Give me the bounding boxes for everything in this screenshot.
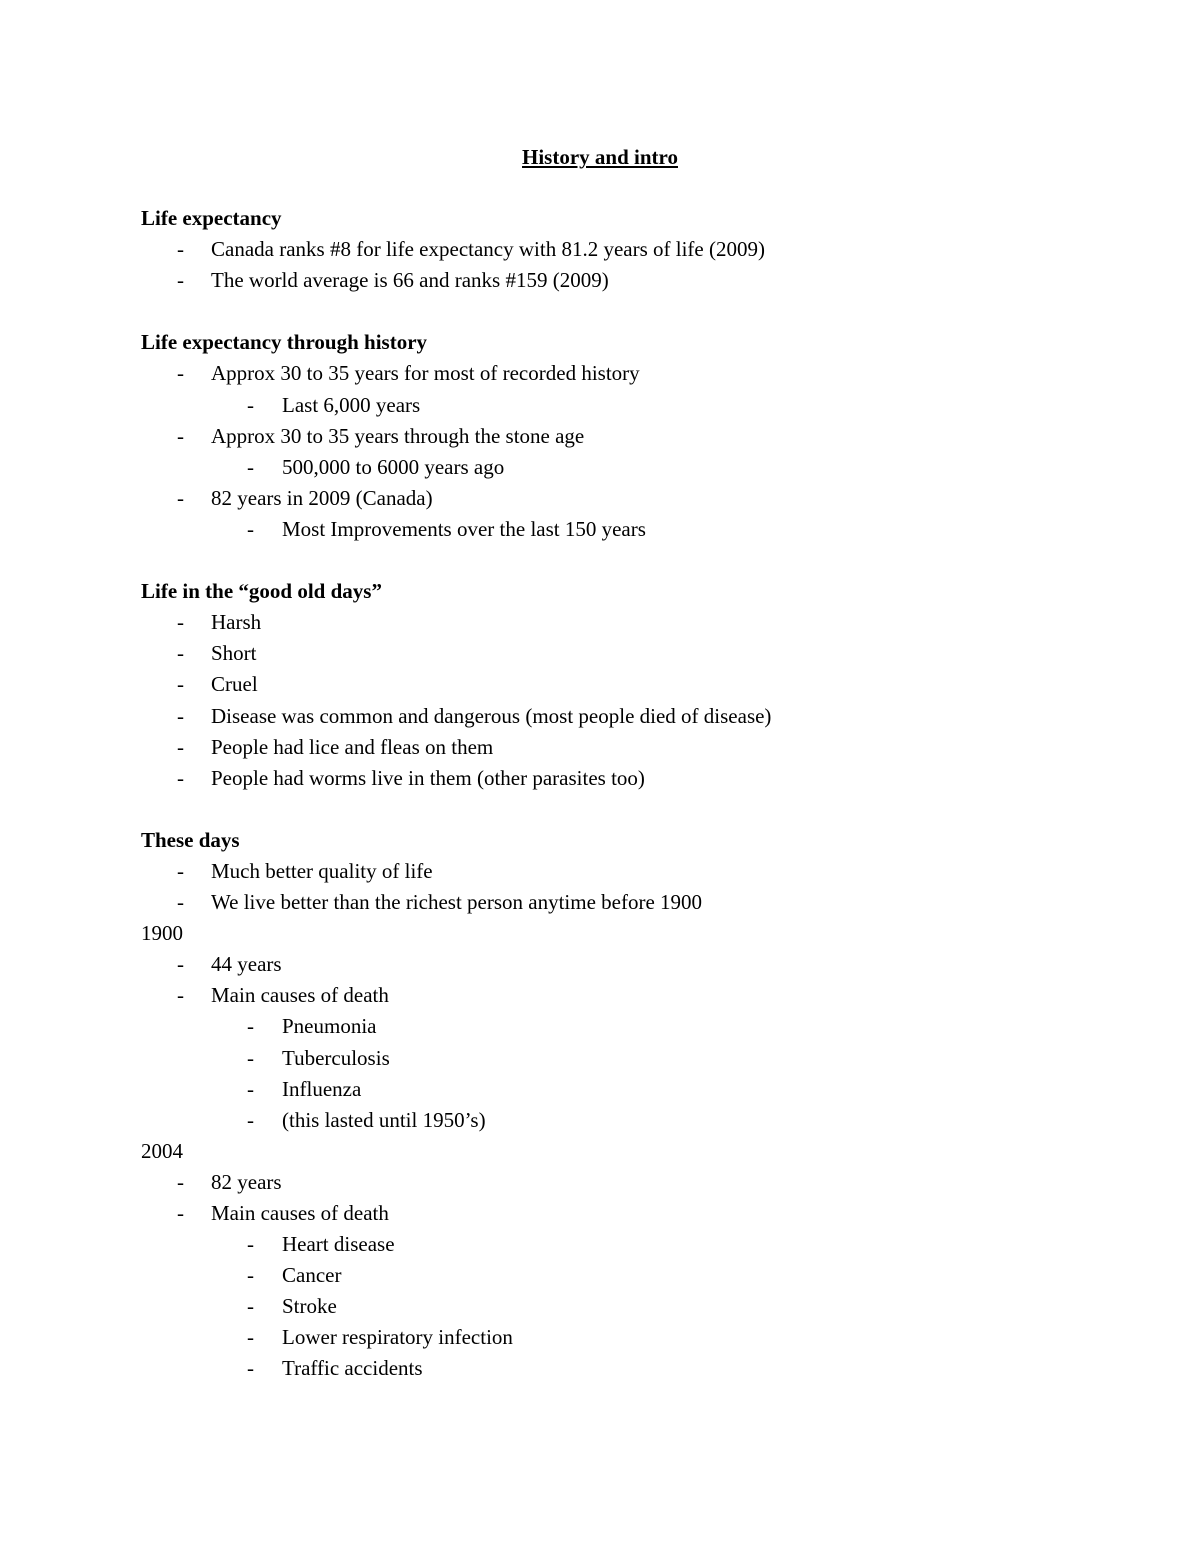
list-item-text: The world average is 66 and ranks #159 (2009)	[211, 268, 609, 293]
sub-list-item-text: Influenza	[282, 1076, 362, 1101]
bullet-dash: -	[177, 765, 184, 790]
bullet-dash: -	[247, 516, 254, 541]
sub-list-item-text: Lower respiratory infection	[282, 1325, 513, 1350]
list-item	[141, 763, 1141, 794]
bullet-dash: -	[247, 1076, 254, 1101]
list-item-text: Main causes of death	[211, 1201, 389, 1225]
list-item-text: People had worms live in them (other parasites too)	[211, 765, 645, 790]
bullet-dash: -	[247, 1294, 254, 1319]
list-item	[141, 701, 1141, 732]
sub-list-item	[141, 1229, 1141, 1260]
year-label-1900: 1900	[141, 921, 183, 946]
bullet-dash: -	[177, 1169, 184, 1194]
section-heading-through-history: Life expectancy through history	[141, 330, 428, 355]
sub-list-item	[141, 390, 1141, 421]
section-heading-good-old-days: Life in the “good old days”	[141, 579, 382, 604]
bullet-dash: -	[177, 734, 184, 759]
list-item-text: 82 years	[211, 1169, 282, 1194]
sub-list-item-text: (this lasted until 1950’s)	[282, 1107, 486, 1132]
sub-list-item	[141, 1353, 1141, 1384]
section-heading-these-days: These days	[141, 827, 240, 852]
list-item	[141, 887, 1141, 918]
list-item	[141, 856, 1141, 887]
bullet-dash: -	[177, 703, 184, 728]
list-item	[141, 1167, 1141, 1198]
document-body	[141, 203, 1141, 1385]
bullet-dash: -	[177, 237, 184, 262]
list-item-text: Approx 30 to 35 years through the stone age	[211, 423, 585, 448]
list-item-text: 82 years in 2009 (Canada)	[211, 485, 433, 510]
list-item-text: People had lice and fleas on them	[211, 734, 494, 759]
bullet-dash: -	[177, 858, 184, 883]
bullet-dash: -	[177, 983, 184, 1008]
sub-list-item-text: Tuberculosis	[282, 1045, 390, 1070]
sub-list-item-text: Traffic accidents	[282, 1356, 423, 1381]
bullet-dash: -	[247, 1263, 254, 1288]
bullet-dash: -	[177, 641, 184, 666]
bullet-dash: -	[177, 890, 184, 915]
bullet-dash: -	[247, 1325, 254, 1350]
sub-list-item	[141, 1105, 1141, 1136]
list-item	[141, 1198, 1141, 1229]
bullet-dash: -	[247, 1356, 254, 1381]
bullet-dash: -	[247, 454, 254, 479]
list-item	[141, 949, 1141, 980]
list-item	[141, 980, 1141, 1011]
spacer	[141, 794, 1141, 825]
document-title: History and intro	[522, 145, 678, 169]
list-item-text: 44 years	[211, 952, 282, 977]
list-item	[141, 732, 1141, 763]
sub-list-item	[141, 1043, 1141, 1074]
list-item-text: We live better than the richest person anytime before 1900	[211, 890, 703, 915]
sub-list-item-text: 500,000 to 6000 years ago	[282, 454, 505, 479]
sub-list-item-text: Cancer	[282, 1263, 342, 1288]
bullet-dash: -	[177, 1201, 184, 1225]
list-item-text: Short	[211, 641, 257, 666]
list-item	[141, 234, 1141, 265]
bullet-dash: -	[177, 361, 184, 386]
section-heading-life-expectancy: Life expectancy	[141, 206, 282, 230]
sub-list-item-text: Most Improvements over the last 150 years	[282, 516, 646, 541]
bullet-dash: -	[177, 672, 184, 697]
sub-list-item	[141, 514, 1141, 545]
sub-list-item-text: Heart disease	[282, 1232, 395, 1257]
year-label-2004: 2004	[141, 1138, 183, 1163]
list-item-text: Cruel	[211, 672, 258, 697]
list-item	[141, 638, 1141, 669]
sub-list-item	[141, 1074, 1141, 1105]
spacer	[141, 545, 1141, 576]
bullet-dash: -	[247, 1107, 254, 1132]
list-item-text: Canada ranks #8 for life expectancy with 81.2 years of life (2009)	[211, 237, 765, 262]
bullet-dash: -	[247, 1045, 254, 1070]
sub-list-item-text: Last 6,000 years	[282, 392, 421, 417]
list-item	[141, 483, 1141, 514]
sub-list-item	[141, 1291, 1141, 1322]
bullet-dash: -	[247, 1232, 254, 1257]
list-item-text: Main causes of death	[211, 983, 389, 1008]
sub-list-item-text: Pneumonia	[282, 1014, 377, 1039]
bullet-dash: -	[177, 485, 184, 510]
bullet-dash: -	[177, 423, 184, 448]
list-item	[141, 358, 1141, 389]
sub-list-item-text: Stroke	[282, 1294, 337, 1319]
sub-list-item	[141, 1322, 1141, 1353]
list-item-text: Harsh	[211, 610, 262, 635]
sub-list-item	[141, 452, 1141, 483]
list-item-text: Approx 30 to 35 years for most of recorded history	[211, 361, 640, 386]
list-item-text: Much better quality of life	[211, 858, 433, 883]
list-item	[141, 607, 1141, 638]
bullet-dash: -	[247, 392, 254, 417]
spacer	[141, 296, 1141, 327]
bullet-dash: -	[247, 1014, 254, 1039]
list-item	[141, 421, 1141, 452]
bullet-dash: -	[177, 952, 184, 977]
sub-list-item	[141, 1011, 1141, 1042]
list-item	[141, 669, 1141, 700]
list-item-text: Disease was common and dangerous (most people died of disease)	[211, 703, 772, 728]
sub-list-item	[141, 1260, 1141, 1291]
list-item	[141, 265, 1141, 296]
bullet-dash: -	[177, 610, 184, 635]
bullet-dash: -	[177, 268, 184, 293]
